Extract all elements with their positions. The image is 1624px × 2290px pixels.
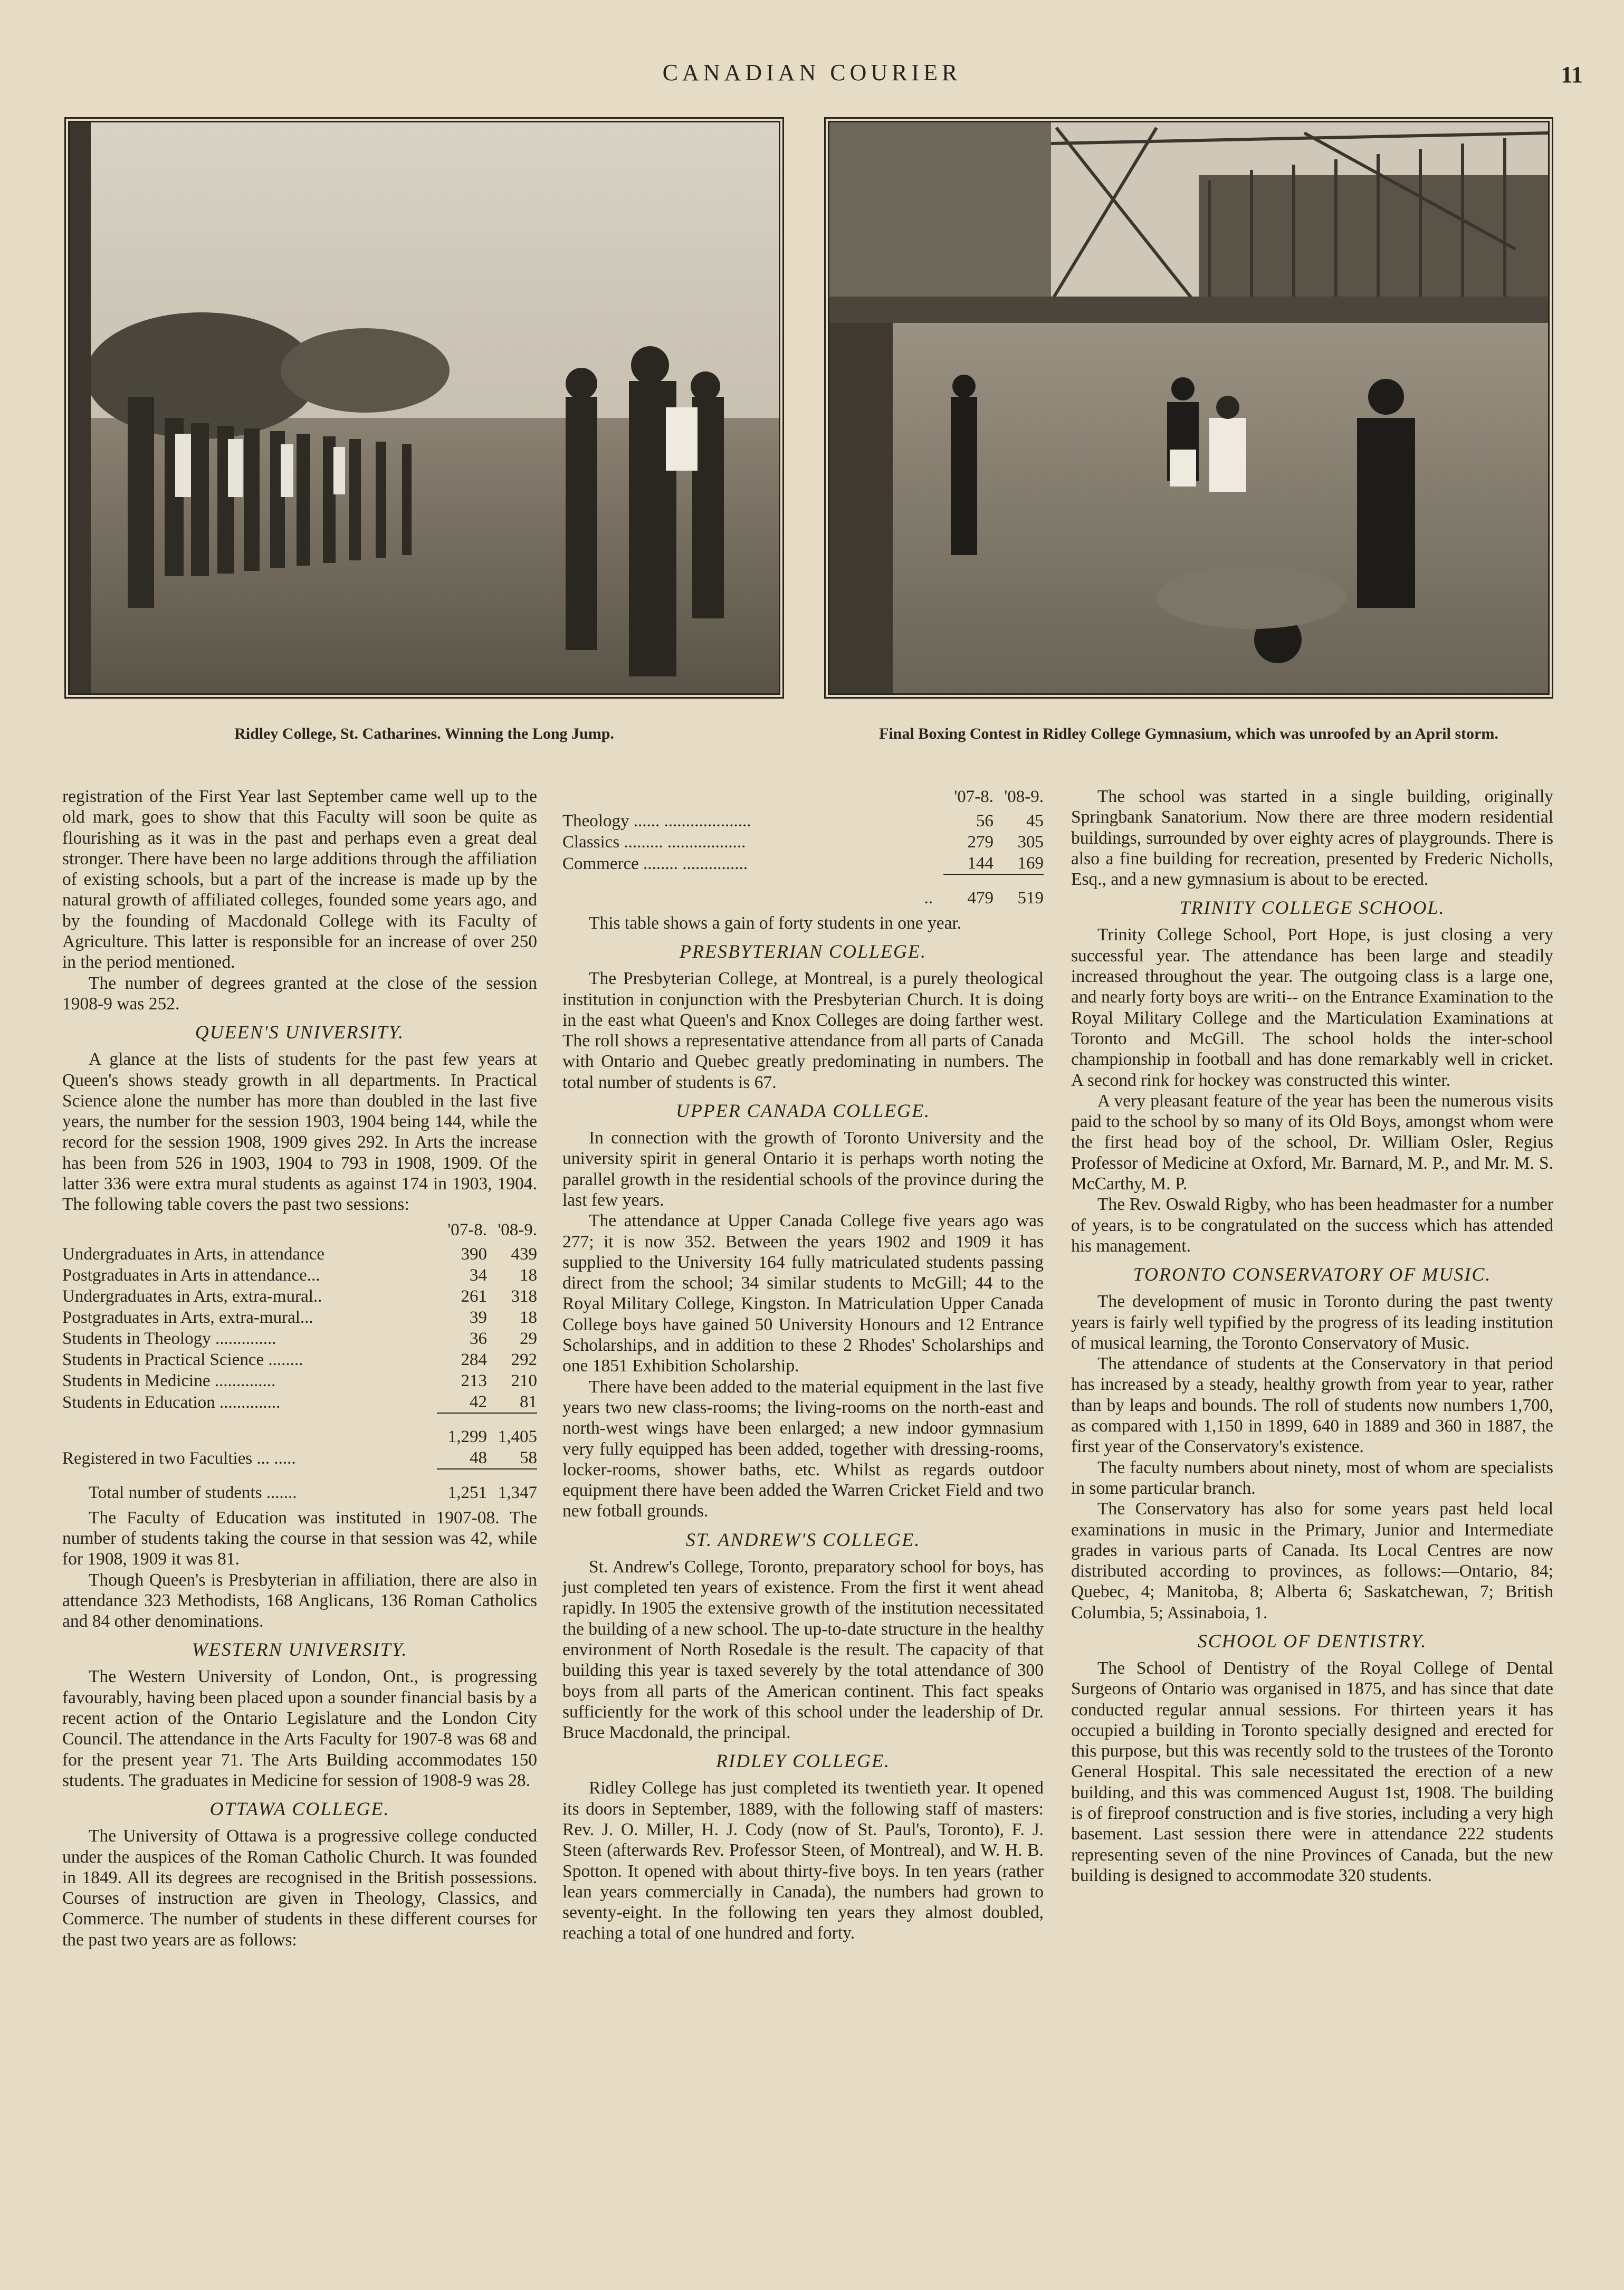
cell: 18 — [520, 1308, 537, 1327]
row-label: Registered in two Faculties ... ..... — [62, 1448, 296, 1468]
column-1 — [62, 786, 537, 1950]
table-row — [62, 1307, 537, 1328]
paragraph: The number of degrees granted at the close of the session 1908-9 was 252. — [62, 973, 537, 1014]
cell: 45 — [1026, 812, 1044, 831]
paragraph: The University of Ottawa is a progressive college conducted under the auspices of the Roman Catholic Church. It was founded in 1849. All its degrees are recognised in the British possessions. Courses of instruction are given in Theology, Classics, and Commerce. The number of students in these different courses for the past two years are as follows: — [62, 1826, 537, 1950]
cell: 169 — [1017, 854, 1044, 873]
section-heading: WESTERN UNIVERSITY. — [192, 1639, 408, 1661]
row-label: Students in Education .............. — [62, 1392, 281, 1412]
cell: 479 — [967, 889, 993, 908]
cell: 305 — [1017, 833, 1044, 852]
section-heading: OTTAWA COLLEGE. — [209, 1798, 390, 1820]
section-heading: UPPER CANADA COLLEGE. — [675, 1100, 931, 1122]
long-jump-image — [70, 122, 779, 693]
paragraph: In connection with the growth of Toronto University and the university spirit in general Ontario it is perhaps worth noting the parallel growth in the residential schools of the province during the last few years. — [562, 1128, 1044, 1210]
table-row — [562, 810, 1044, 832]
cell: 1,405 — [498, 1427, 537, 1446]
row-label: Undergraduates in Arts, extra-mural.. — [62, 1286, 322, 1306]
paragraph: A very pleasant feature of the year has been the numerous visits paid to the school by so many of its Old Boys, amongst whom were the first head boy of the school, Dr. William Osler, Regius Professor of Medicine at Oxford, Mr. Barnard, M. P., and Mr. M. S. McCarthy, M. P. — [1071, 1091, 1553, 1194]
cell: 261 — [461, 1286, 487, 1306]
boxing-image — [829, 122, 1548, 693]
section-heading: RIDLEY COLLEGE. — [715, 1750, 891, 1772]
paragraph: The Faculty of Education was instituted in 1907-08. The number of students taking the course in that session was 42, while for 1908, 1909 it was 81. — [62, 1507, 537, 1569]
cell: 292 — [511, 1350, 537, 1369]
paragraph: A glance at the lists of students for the past few years at Queen's shows steady growth in all departments. In Practical Science alone the number has more than doubled in the last five years, the number for the session 1903, 1904 being 144, while the record for the session 1908, 1909 gives 292. In Arts the increase has been from 526 in 1903, 1904 to 793 in 1908, 1909. Of the latter 336 were extra mural students as against 174 in 1903, 1904. The following table covers the past two sessions: — [62, 1049, 537, 1215]
caption-long-jump: Ridley College, St. Catharines. Winning the Long Jump. — [234, 725, 614, 742]
photo-long-jump — [64, 117, 784, 699]
ottawa-table — [562, 786, 1044, 909]
row-label: Commerce ........ ............... — [562, 854, 748, 873]
cell: 81 — [520, 1392, 537, 1411]
column-2 — [562, 786, 1044, 1944]
page-number: 11 — [1561, 62, 1583, 88]
paragraph: The attendance of students at the Conservatory in that period has increased by a steady, healthy growth from year to year, rather than by leaps and bounds. The roll of students now numbers 1,700, as compared with 1,150 in 1899, 640 in 1889 and 360 in 1887, the first year of the Conservatory's existence. — [1071, 1354, 1553, 1457]
paragraph: St. Andrew's College, Toronto, preparatory school for boys, has just completed ten years of existence. From the first it went ahead rapidly. In 1905 the extensive growth of the institution necessitated the building of a new school. The up-to-date structure in the healthy environment of North Rosedale is the result. The capacity of that building this year is taxed severely by the total attendance of 300 boys from all parts of the American continent. This fact speaks sufficiently for the work of this school under the leadership of Dr. Bruce Macdonald, the principal. — [562, 1557, 1044, 1743]
section-heading: SCHOOL OF DENTISTRY. — [1197, 1630, 1427, 1652]
cell: 439 — [511, 1244, 537, 1264]
table-row — [562, 832, 1044, 853]
paragraph: registration of the First Year last September came well up to the old mark, goes to show that this Faculty will soon be quite as flourishing as it was in the past and perhaps even a great deal stronger. There have been no large additions through the affiliation of existing schools, but a part of the increase is made up by the natural growth of affiliated colleges, founded some years ago, and by the founding of Macdonald College with its Faculty of Agriculture. This latter is responsible for an increase of over 250 in the period mentioned. — [62, 787, 537, 972]
table-header: '07-8. — [954, 787, 993, 806]
section-heading: PRESBYTERIAN COLLEGE. — [679, 941, 926, 962]
table-row — [62, 1370, 537, 1391]
row-label: Theology ...... .................... — [562, 812, 751, 831]
cell: 48 — [470, 1448, 487, 1467]
section-heading: TRINITY COLLEGE SCHOOL. — [1179, 897, 1445, 919]
paragraph: The school was started in a single building, originally Springbank Sanatorium. Now there are three modern residential buildings, surrounded by over eighty acres of playgrounds. There is also a fine building for recreation, presented by Frederic Nicholls, Esq., and a new gymnasium is about to be erected. — [1071, 787, 1553, 890]
paragraph: The Conservatory has also for some years past held local examinations in music in the Primary, Junior and Intermediate grades in various parts of Canada. Its Local Centres are now distributed according to provinces, as follows:—Ontario, 84; Quebec, 4; Manitoba, 8; Alberta 6; Saskatchewan, 7; British Columbia, 5; Assinaboia, 1. — [1071, 1499, 1553, 1623]
paragraph: The Presbyterian College, at Montreal, is a purely theological institution in conjunction with the Presbyterian Church. It is doing in the east what Queen's and Knox Colleges are doing farther west. The roll shows a representative attendance from all parts of Canada with Ontario and Quebec greatly predominating in numbers. The total number of students is 67. — [562, 969, 1044, 1092]
row-label: .. — [924, 889, 933, 908]
cell: 42 — [470, 1392, 487, 1411]
table-row — [62, 1265, 537, 1286]
table-row — [62, 1328, 537, 1349]
cell: 279 — [967, 833, 993, 852]
cell: 56 — [976, 812, 993, 831]
table-header: '08-9. — [1004, 787, 1044, 806]
paragraph: Ridley College has just completed its twentieth year. It opened its doors in September, 1889, with the following staff of masters: Rev. J. O. Miller, H. J. Cody (now of St. Paul's, Toronto), F. J. Steen (afterwards Rev. Professor Steen, of Montreal), and W. H. B. Spotton. It opened with about thirty-five boys. In ten years (rather lean years commercially in Canada), the numbers had grown to seventy-eight. In the following ten years they almost doubled, reaching a total of one hundred and forty. — [562, 1778, 1044, 1943]
column-3 — [1071, 786, 1553, 1886]
table-row — [62, 1391, 537, 1413]
paragraph: This table shows a gain of forty students in one year. — [589, 913, 962, 933]
paragraph: Though Queen's is Presbyterian in affiliation, there are also in attendance 323 Methodists, 168 Anglicans, 136 Roman Catholics and 84 other denominations. — [62, 1570, 537, 1631]
cell: 519 — [1017, 889, 1044, 908]
row-label: Classics ......... .................. — [562, 833, 746, 852]
cell: 213 — [461, 1371, 487, 1390]
section-heading: QUEEN'S UNIVERSITY. — [195, 1022, 405, 1043]
row-label: Total number of students ....... — [89, 1483, 297, 1502]
cell: 1,299 — [447, 1427, 487, 1446]
paragraph: The Western University of London, Ont., is progressing favourably, having been placed upon a sounder financial basis by a recent action of the Ontario Legislature and the London City Council. The attendance in the Arts Faculty for 1907-8 was 68 and for the present year 71. The Arts Building accommodates 150 students. The graduates in Medicine for session of 1908-9 was 28. — [62, 1667, 537, 1790]
row-label: Undergraduates in Arts, in attendance — [62, 1244, 324, 1264]
cell: 144 — [967, 854, 993, 873]
photo-boxing — [824, 117, 1553, 699]
cell: 318 — [511, 1286, 537, 1306]
paragraph: The development of music in Toronto during the past twenty years is fairly well typified by the progress of its leading institution of musical learning, the Toronto Conservatory of Music. — [1071, 1292, 1553, 1353]
cell: 58 — [520, 1448, 537, 1467]
table-total-row — [62, 1482, 537, 1503]
table-row — [62, 1447, 537, 1469]
cell: 34 — [470, 1265, 487, 1285]
row-label: Students in Theology .............. — [62, 1329, 276, 1348]
cell: 36 — [470, 1329, 487, 1348]
cell: 29 — [520, 1329, 537, 1348]
cell: 210 — [511, 1371, 537, 1390]
table-row — [562, 853, 1044, 874]
table-total-row — [562, 888, 1044, 909]
row-label: Postgraduates in Arts, extra-mural... — [62, 1308, 313, 1327]
row-label: Students in Practical Science ........ — [62, 1350, 303, 1369]
cell: 1,347 — [498, 1483, 537, 1502]
row-label: Postgraduates in Arts in attendance... — [62, 1265, 320, 1285]
section-heading: TORONTO CONSERVATORY OF MUSIC. — [1133, 1264, 1492, 1285]
table-header: '08-9. — [498, 1220, 537, 1239]
paragraph: The faculty numbers about ninety, most of whom are specialists in some particular branch. — [1071, 1457, 1553, 1498]
table-row — [62, 1286, 537, 1307]
table-row — [62, 1349, 537, 1370]
cell: 390 — [461, 1244, 487, 1264]
running-header: CANADIAN COURIER — [662, 60, 962, 85]
caption-boxing: Final Boxing Contest in Ridley College Gymnasium, which was unroofed by an April storm. — [879, 725, 1498, 742]
table-row — [62, 1244, 537, 1265]
cell: 39 — [470, 1308, 487, 1327]
cell: 18 — [520, 1265, 537, 1285]
paragraph: The Rev. Oswald Rigby, who has been headmaster for a number of years, is to be congratulated on the success which has attended his management. — [1071, 1195, 1553, 1256]
cell: 1,251 — [447, 1483, 487, 1502]
row-label: Students in Medicine .............. — [62, 1371, 276, 1390]
table-header: '07-8. — [447, 1220, 487, 1239]
cell: 284 — [461, 1350, 487, 1369]
queens-table — [62, 1219, 537, 1503]
paragraph: Trinity College School, Port Hope, is just closing a very successful year. The attendance has been large and steadily increased throughout the year. The outgoing class is a large one, and nearly forty boys are writi-- on the Entrance Examination to the Royal Military College and the Marticulation Examinations at Toronto and McGill. The school holds the inter-school championship in football and has done remarkably well in cricket. A second rink for hockey was constructed this winter. — [1071, 925, 1553, 1090]
table-subtotal-row — [62, 1426, 537, 1447]
paragraph: The attendance at Upper Canada College five years ago was 277; it is now 352. Between the years 1902 and 1909 it has supplied to the University 164 fully matriculated students passing direct from the school; 34 similar students to McGill; 44 to the Royal Military College, Kingston. In Matriculation Upper Canada College boys have gained 50 University Honours and 12 Entrance Scholarships, and in addition to these 2 Rhodes' Scholarships and one 1851 Exhibition Scholarship. — [562, 1211, 1044, 1376]
section-heading: ST. ANDREW'S COLLEGE. — [685, 1529, 921, 1550]
paragraph: There have been added to the material equipment in the last five years two new class-rooms; the living-rooms on the north-east and north-west wings have been enlarged; a new indoor gymnasium very fully equipped has been added, together with dressing-rooms, locker-rooms, shower baths, etc. Whilst as regards outdoor equipment there have been added the Warren Cricket Field and two new fotball grounds. — [562, 1377, 1044, 1521]
paragraph: The School of Dentistry of the Royal College of Dental Surgeons of Ontario was organised in 1875, and has since that date conducted regular annual sessions. For thirteen years it has occupied a building in Toronto specially designed and erected for this purpose, but this was recently sold to the trustees of the Toronto General Hospital. This sale necessitated the erection of a new building, and this was commenced August 1st, 1908. The building is of fireproof construction and is five stories, including a very high basement. Last session there were in attendance 222 students representing seven of the nine Provinces of Canada, but the new building is designed to accommodate 320 students. — [1071, 1658, 1553, 1885]
